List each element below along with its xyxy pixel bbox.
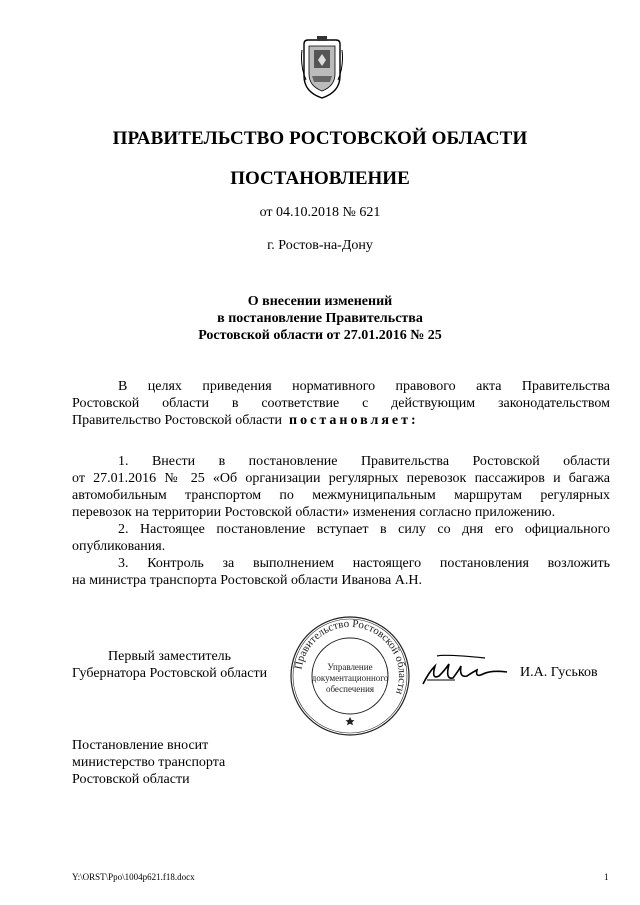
seal-center-line: обеспечения [325,684,375,694]
item-line: 3. Контроль за выполнением настоящего постановления возложить [118,556,610,571]
item-line: 1. Внести в постановление Правительства Ростовской области [118,454,610,469]
resolves-word: постановляет: [289,413,419,428]
item-line: от 27.01.2016 № 25 «Об организации регулярных перевозок пассажиров и багажа [72,471,610,486]
seal-star-icon [346,717,355,725]
position-line: Первый заместитель [108,649,232,664]
item-line: перевозок на территории Ростовской области» изменения согласно приложению. [72,505,556,520]
originator-block [72,737,225,788]
preamble-line-last [72,412,610,429]
preamble-paragraph [72,378,610,429]
city: г. Ростов-на-Дону [267,238,373,253]
preamble-line: В целях приведения нормативного правового акта Правительства [118,379,610,394]
subject-line: в постановление Правительства [217,311,423,326]
signatory-position [72,648,267,682]
items-paragraphs [72,453,610,589]
subject-line: Ростовской области от 27.01.2016 № 25 [198,328,442,343]
seal-center-line: Управление [327,662,373,672]
position-line: Губернатора Ростовской области [72,666,268,681]
document-subject [0,293,640,344]
preamble-line: Ростовской области в соответствие с действующим законодательством [72,396,610,411]
official-seal-stamp [288,614,412,738]
item-line: автомобильным транспортом по межмуниципальным маршрутам регулярных [72,488,610,503]
seal-ring-textpath: Правительство Ростовской области [292,617,409,696]
item-line: на министра транспорта Ростовской области Иванова А.Н. [72,573,422,588]
page-number: 1 [604,872,609,882]
footer-file-path: Y:\ORST\Ppo\1004p621.f18.docx [72,872,195,882]
seal-center-line: документационного [311,673,389,683]
document-type: ПОСТАНОВЛЕНИЕ [230,168,410,189]
handwritten-signature [415,650,515,695]
preamble-line: Правительство Ростовской области [72,413,283,428]
government-title: ПРАВИТЕЛЬСТВО РОСТОВСКОЙ ОБЛАСТИ [112,128,528,149]
originator-line: министерство транспорта [72,755,226,770]
item-line: опубликования. [72,539,166,554]
originator-line: Постановление вносит [72,738,209,753]
subject-line: О внесении изменений [247,294,393,309]
originator-line: Ростовской области [72,772,190,787]
coat-of-arms-emblem [300,36,344,100]
signatory-name: И.А. Гуськов [520,665,598,680]
date-number: от 04.10.2018 № 621 [259,205,381,220]
item-line: 2. Настоящее постановление вступает в силу со дня его официального [118,522,610,537]
